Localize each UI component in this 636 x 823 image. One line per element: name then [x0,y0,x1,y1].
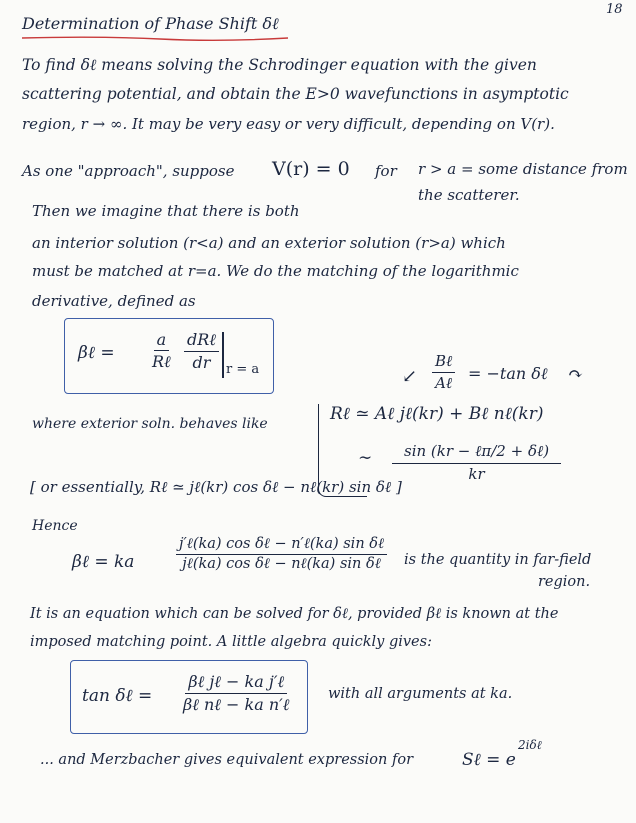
merzbacher-text: ... and Merzbacher gives equivalent expression for [40,752,414,768]
beta-fraction-d [184,330,219,372]
asymptotic-den: kr [468,465,485,483]
essentially-form: [ or essentially, Rℓ ≃ jℓ(kr) cos δℓ − nℓ(kr) sin δℓ ] [30,478,402,496]
solve-line-1: It is an equation which can be solved for δℓ, provided βℓ is known at the [30,606,559,622]
beta-den-r: Rℓ [152,352,171,371]
approach-potential: V(r) = 0 [272,158,350,180]
side-note-arrow: ↙ [402,366,418,387]
approach-for: for [375,162,397,180]
beta-num-a: a [154,330,170,351]
beta-lhs: βℓ = [78,343,115,363]
title-underline [20,34,290,42]
beta2-note-1: is the quantity in far-field [404,552,592,568]
approach-condition: r > a = some distance from [418,160,628,178]
exterior-solution: Rℓ ≃ Aℓ jℓ(kr) + Bℓ nℓ(kr) [330,404,544,424]
beta-den-dr: dr [192,353,211,372]
tan-lhs: tan δℓ = [82,686,153,706]
intro-line-1: To find δℓ means solving the Schrodinger equation with the given [22,56,537,74]
beta2-fraction [176,536,387,573]
matching-line-2: an interior solution (r<a) and an exterior solution (r>a) which [32,234,506,252]
merzbacher-eq: Sℓ = e [462,750,516,770]
matching-line-1: Then we imagine that there is both [32,202,300,220]
beta-eval-bar [222,332,224,378]
side-note-fraction [432,352,455,393]
matching-line-3: must be matched at r=a. We do the matching of the logarithmic [32,262,519,280]
beta-num-dr: dRℓ [184,330,219,352]
page-title: Determination of Phase Shift δℓ [22,14,279,33]
beta2-num: j′ℓ(ka) cos δℓ − n′ℓ(ka) sin δℓ [176,536,387,555]
hence-label: Hence [32,518,78,534]
solve-line-2: imposed matching point. A little algebra quickly gives: [30,634,432,650]
intro-line-3: region, r → ∞. It may be very easy or very difficult, depending on V(r). [22,115,555,133]
approach-continuation: the scatterer. [418,186,520,204]
tan-note: with all arguments at ka. [328,686,513,702]
where-text: where exterior soln. behaves like [32,416,268,432]
approach-text: As one "approach", suppose [22,162,235,180]
page-number: 18 [606,2,623,17]
tan-num: βℓ jℓ − ka j′ℓ [185,672,287,694]
beta2-note-2: region. [538,574,591,590]
beta-fraction-a [149,330,174,372]
asymptotic-tilde: ∼ [358,448,373,468]
asymptotic-num: sin (kr − ℓπ/2 + δℓ) [392,442,561,464]
beta2-lhs: βℓ = ka [72,552,135,572]
side-note-rhs: = −tan δℓ [468,364,548,383]
beta2-den: jℓ(ka) cos δℓ − nℓ(ka) sin δℓ [182,556,381,572]
side-note-curl: ↷ [568,364,584,385]
side-note-num: Bℓ [432,352,455,373]
asymptotic-fraction [392,442,561,483]
side-note-den: Aℓ [435,374,453,392]
intro-line-2: scattering potential, and obtain the E>0 wavefunctions in asymptotic [22,85,569,103]
matching-line-4: derivative, defined as [32,292,196,310]
tan-fraction [180,672,292,715]
beta-eval-point: r = a [226,362,260,377]
tan-den: βℓ nℓ − ka n′ℓ [183,695,290,714]
merzbacher-exp: 2iδℓ [518,738,542,752]
